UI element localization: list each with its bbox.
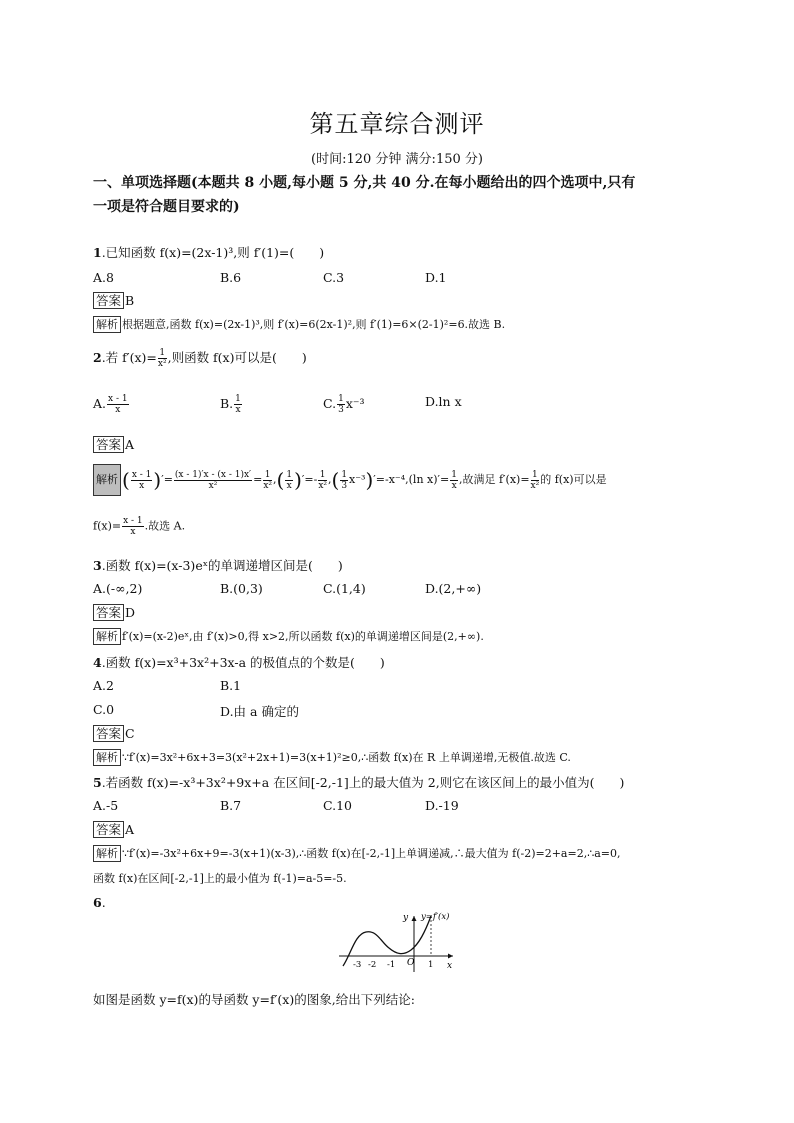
q2-option-c-tail: x⁻³ xyxy=(345,396,365,411)
answer-tag: 答案 xyxy=(93,604,124,621)
an-frac-d-den: x² xyxy=(318,480,327,491)
q1-option-b: B.6 xyxy=(220,270,242,285)
q1-analysis-text: 根据题意,函数 f(x)=(2x-1)³,则 f′(x)=6(2x-1)²,则 f′(1)=6×(2-1)²=6.故选 B. xyxy=(122,318,506,331)
x-axis-label: x xyxy=(447,961,453,971)
q5-text: .若函数 f(x)=-x³+3x²+9x+a 在区间[-2,-1]上的最大值为 2,则它在该区间上的最小值为( ) xyxy=(101,775,625,790)
q4-analysis-text: ∵f′(x)=3x²+6x+3=3(x²+2x+1)=3(x+1)²≥0,∴函数 f(x)在 R 上单调递增,无极值.故选 C. xyxy=(122,751,571,764)
q2-option-a-num: x - 1 xyxy=(108,394,128,404)
q5-option-a: A.-5 xyxy=(93,798,119,813)
q3-text: .函数 f(x)=(x-3)eˣ的单调递增区间是( ) xyxy=(101,558,343,573)
an-seg6: 的 f(x)可以是 xyxy=(540,473,607,486)
analysis-tag: 解析 xyxy=(93,464,121,496)
an-frac-e-tail: x⁻³ xyxy=(349,473,366,486)
q2-option-c-fraction xyxy=(337,394,345,415)
q1-number: 1 xyxy=(93,245,102,260)
q3-analysis xyxy=(93,628,484,645)
q2-analysis: 解析 ( $\frac{x - 1}{x}$ )′= $\frac{(x - 1)'x - (x - 1)x'}{\text{x²}}$ = $\frac{1}{\text{x²}}$ ,( $\frac{1}{x}$ )′=- $\frac{1}{\text{x²}}$ ,( $\frac{1}{3}$ x⁻³)′=-x⁻⁴,(ln x)′= $\frac{1}{x}$ ,故满足 f′(x)= $\frac{1}{\text{x²}}$ 的 f(x)可以是 xyxy=(93,462,607,498)
analysis-tag: 解析 xyxy=(93,628,121,645)
an-seg5: ,故满足 f′(x)= xyxy=(458,473,530,486)
paren-open: ( xyxy=(122,468,130,492)
answer-tag: 答案 xyxy=(93,436,124,453)
q3-options xyxy=(93,581,713,597)
answer-tag: 答案 xyxy=(93,821,124,838)
an-frac-b-den: x² xyxy=(263,480,273,491)
q2-option-a-fraction xyxy=(107,394,129,415)
an-frac-main-num: (x - 1)′x - (x - 1)x′ xyxy=(174,469,252,480)
an-frac-c-num: 1 xyxy=(286,469,293,480)
y-axis-label: y xyxy=(403,913,409,923)
q2-stem xyxy=(93,348,307,369)
q3-option-d: D.(2,+∞) xyxy=(425,581,482,596)
q2-answer xyxy=(93,436,134,453)
q3-number: 3 xyxy=(93,558,102,573)
q2-analysis-line2 xyxy=(93,516,185,537)
q4-option-b: B.1 xyxy=(220,678,242,693)
q1-text: .已知函数 f(x)=(2x-1)³,则 f′(1)=( ) xyxy=(101,245,325,260)
q5-option-b: B.7 xyxy=(220,798,242,813)
an-seg2: = xyxy=(253,473,263,486)
q2-fraction-den: x² xyxy=(157,359,167,369)
an-frac-h-num: x - 1 xyxy=(123,516,143,526)
q2-answer-value: A xyxy=(125,437,135,452)
an-frac-f xyxy=(450,470,458,491)
paren-close-3: ) xyxy=(365,468,374,492)
tick-label-1: 1 xyxy=(428,960,434,970)
an-frac-main xyxy=(174,470,252,491)
q1-option-a: A.8 xyxy=(93,270,114,285)
q1-answer xyxy=(93,292,134,309)
an-frac-d-num: 1 xyxy=(319,469,326,480)
x-axis-arrow-icon xyxy=(448,954,453,959)
q6-stem xyxy=(93,895,106,910)
q4-analysis xyxy=(93,749,571,766)
q2-option-d: D.ln x xyxy=(425,394,462,409)
an-frac-g-num: 1 xyxy=(532,469,538,480)
an-seg3: ′=- xyxy=(301,473,318,486)
q2-option-c-num: 1 xyxy=(338,394,344,404)
q4-options-row2 xyxy=(93,702,713,718)
section-heading xyxy=(93,171,713,219)
paren-open-2: ( xyxy=(276,468,285,492)
analysis-tag: 解析 xyxy=(93,845,121,862)
an-frac-h-den: x xyxy=(130,527,136,537)
an-frac-a-den: x xyxy=(139,480,145,491)
q3-option-c: C.(1,4) xyxy=(323,581,366,596)
q3-option-a: A.(-∞,2) xyxy=(93,581,143,596)
tick-label-minus-3: -3 xyxy=(353,960,362,970)
q1-options xyxy=(93,270,713,286)
q3-analysis-text: f′(x)=(x-2)eˣ,由 f′(x)>0,得 x>2,所以函数 f(x)的单调递增区间是(2,+∞). xyxy=(122,630,484,643)
section-heading-line2: 一项是符合题目要求的) xyxy=(93,199,240,215)
q3-answer-value: D xyxy=(125,605,136,620)
answer-tag: 答案 xyxy=(93,292,124,309)
q2-option-c-label: C. xyxy=(323,396,337,411)
q5-analysis-line2: 函数 f(x)在区间[-2,-1]上的最小值为 f(-1)=a-5=-5. xyxy=(93,872,347,885)
paren-close: ) xyxy=(153,468,162,492)
answer-tag: 答案 xyxy=(93,725,124,742)
an-frac-b xyxy=(263,470,272,491)
q1-option-d: D.1 xyxy=(425,270,447,285)
q2-option-a xyxy=(93,394,130,415)
q5-stem xyxy=(93,773,624,791)
an-frac-h xyxy=(122,516,144,537)
an-frac-main-den: x² xyxy=(208,480,218,491)
an-frac-e-den: 3 xyxy=(341,480,348,491)
q2-text-a: .若 f′(x)= xyxy=(101,350,157,365)
an-frac-a-num: x - 1 xyxy=(131,469,152,480)
an-frac-f-den: x xyxy=(451,480,457,491)
an-frac-d xyxy=(318,470,327,491)
q3-answer xyxy=(93,604,135,621)
an-frac-g xyxy=(531,470,540,491)
an-frac-g-den: x² xyxy=(530,480,540,491)
q4-answer-value: C xyxy=(125,726,135,741)
derivative-curve xyxy=(343,916,431,966)
q4-option-d: D.由 a 确定的 xyxy=(220,704,299,719)
q4-stem xyxy=(93,653,385,671)
q4-option-c: C.0 xyxy=(93,702,115,717)
q2-text-b: ,则函数 f(x)可以是( ) xyxy=(167,350,307,365)
q5-number: 5 xyxy=(93,775,102,790)
q2-option-b-den: x xyxy=(235,405,241,415)
q4-number: 4 xyxy=(93,655,102,670)
q4-answer xyxy=(93,725,135,742)
q2-option-b-fraction xyxy=(234,394,242,415)
q1-stem xyxy=(93,243,324,261)
q4-text: .函数 f(x)=x³+3x²+3x-a 的极值点的个数是( ) xyxy=(101,655,385,670)
q2-fraction xyxy=(158,348,167,369)
q5-answer xyxy=(93,821,134,838)
tick-label-minus-1: -1 xyxy=(387,960,396,970)
paren-close-2: ) xyxy=(294,468,302,492)
q3-option-b: B.(0,3) xyxy=(220,581,263,596)
page-title: 第五章综合测评 xyxy=(309,110,485,138)
q2-option-b-num: 1 xyxy=(235,394,241,404)
tick-label-minus-2: -2 xyxy=(368,960,377,970)
q2-number: 2 xyxy=(93,350,102,365)
q5-analysis xyxy=(93,845,620,862)
q2-option-b xyxy=(220,394,243,415)
an-frac-b-num: 1 xyxy=(264,469,271,480)
q2-option-a-den: x xyxy=(115,405,121,415)
q5-analysis-text1: ∵f′(x)=-3x²+6x+9=-3(x+1)(x-3),∴函数 f(x)在[-2,-1]上单调递减,∴最大值为 f(-2)=2+a=2,∴a=0, xyxy=(122,847,621,860)
an-seg1: ′= xyxy=(161,473,173,486)
q3-stem xyxy=(93,556,343,574)
section-heading-line1: 一、单项选择题(本题共 8 小题,每小题 5 分,共 40 分.在每小题给出的四个选项中,只有 xyxy=(93,175,636,191)
q1-analysis xyxy=(93,316,505,333)
q2-option-a-label: A. xyxy=(93,396,107,411)
q1-option-c: C.3 xyxy=(323,270,345,285)
q6-caption: 如图是函数 y=f(x)的导函数 y=f′(x)的图象,给出下列结论: xyxy=(93,992,415,1007)
q2-option-b-label: B. xyxy=(220,396,234,411)
q5-answer-value: A xyxy=(125,822,135,837)
an-line2b: .故选 A. xyxy=(144,519,186,533)
an-frac-f-num: 1 xyxy=(451,469,457,480)
an-frac-a xyxy=(131,470,153,491)
q2-option-c xyxy=(323,394,365,415)
derivative-graph xyxy=(335,910,465,976)
an-frac-c-den: x xyxy=(286,480,292,491)
curve-label: y=f′(x) xyxy=(421,912,450,922)
analysis-tag: 解析 xyxy=(93,316,121,333)
an-line2a: f(x)= xyxy=(93,519,122,533)
q4-option-a: A.2 xyxy=(93,678,114,693)
exam-info: (时间:120 分钟 满分:150 分) xyxy=(311,152,483,167)
an-seg4: ′=-x⁻⁴,(ln x)′= xyxy=(373,473,450,486)
paren-open-3: ( xyxy=(331,468,340,492)
q2-options xyxy=(93,394,713,424)
q4-options-row1 xyxy=(93,678,713,694)
an-frac-c xyxy=(285,470,293,491)
analysis-tag: 解析 xyxy=(93,749,121,766)
q5-option-d: D.-19 xyxy=(425,798,459,813)
q2-fraction-num: 1 xyxy=(159,348,166,358)
y-axis-arrow-icon xyxy=(412,916,417,921)
an-frac-e xyxy=(340,470,348,491)
q5-options xyxy=(93,798,713,814)
an-frac-e-num: 1 xyxy=(341,469,348,480)
origin-label: O xyxy=(407,958,415,968)
q6-dot: . xyxy=(101,895,106,910)
q6-number: 6 xyxy=(93,895,102,910)
q2-option-c-den: 3 xyxy=(338,405,344,415)
q5-option-c: C.10 xyxy=(323,798,352,813)
q1-answer-value: B xyxy=(125,293,135,308)
